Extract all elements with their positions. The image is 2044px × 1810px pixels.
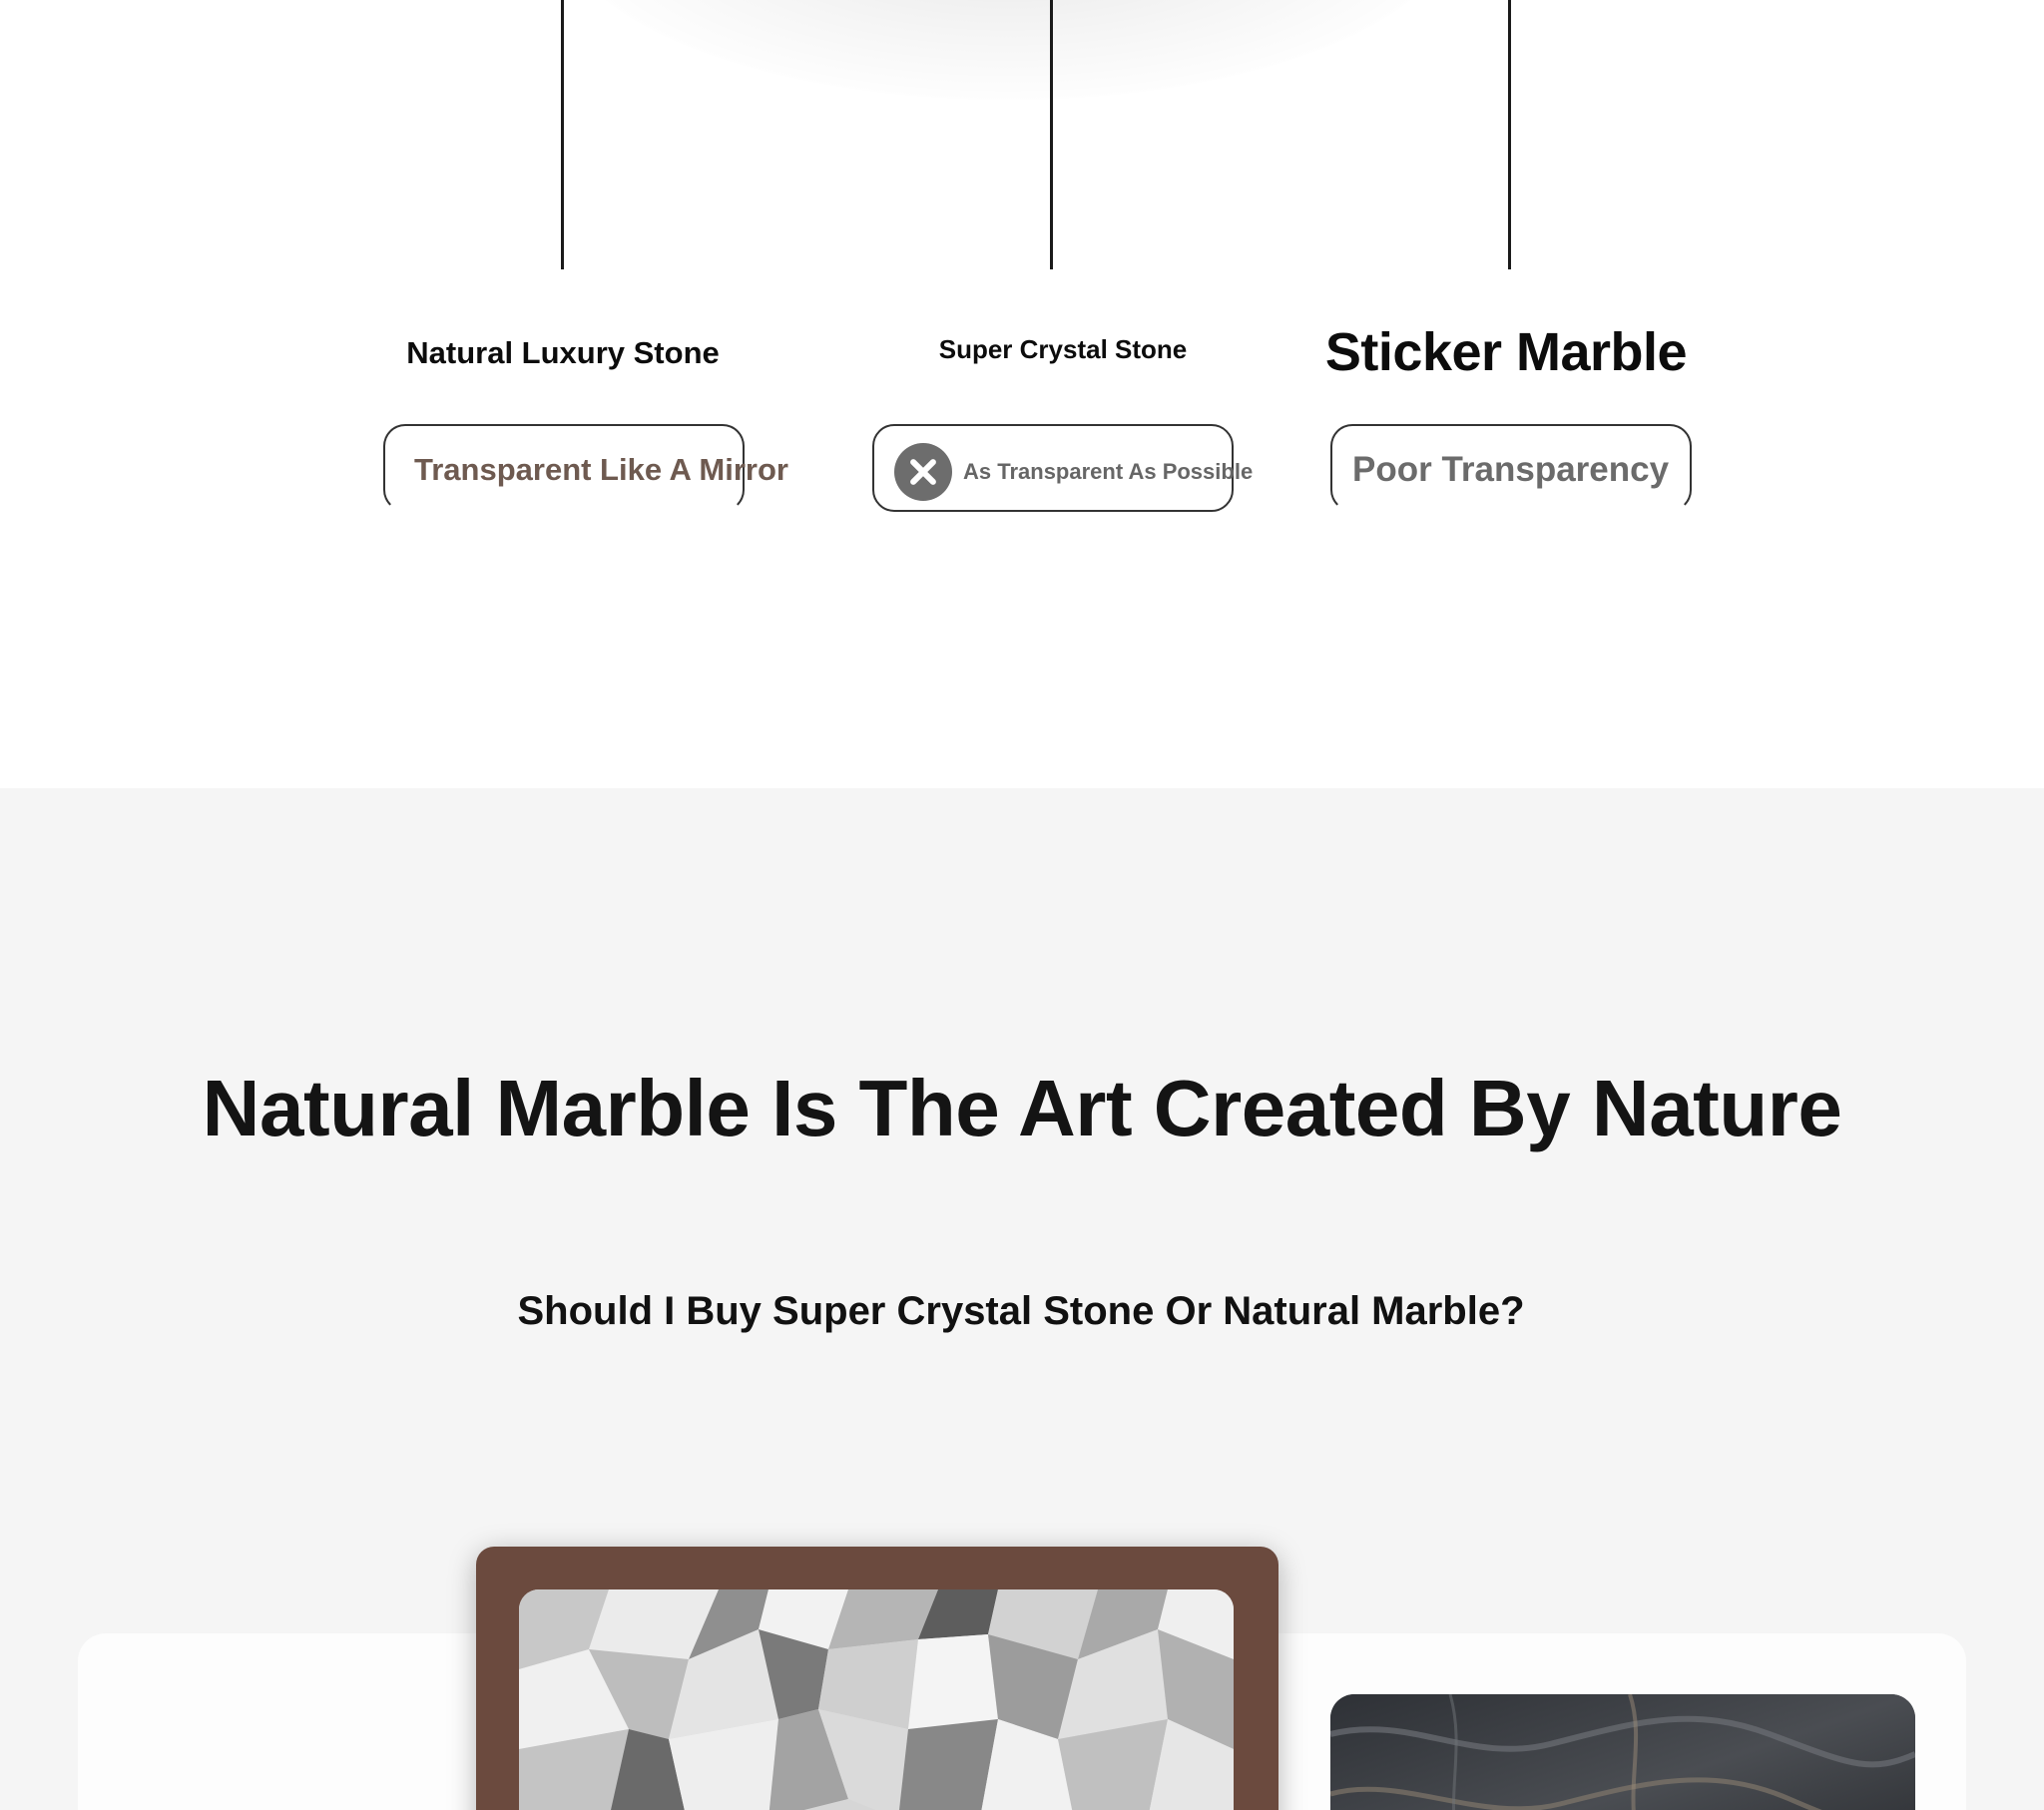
close-icon (894, 443, 952, 501)
column-title-natural-luxury-stone: Natural Luxury Stone (406, 335, 720, 370)
section-question-text: Should I Buy Super Crystal Stone Or Natural Marble? (517, 1289, 1525, 1333)
comparison-section (0, 0, 2044, 788)
transparency-badge-label: Poor Transparency (1352, 450, 1670, 489)
super-crystal-stone-image (519, 1589, 1234, 1810)
transparency-badge-sticker (1330, 424, 1692, 512)
transparency-badge-crystal (872, 424, 1254, 512)
transparency-badge-label: Transparent Like A Mirror (414, 452, 788, 487)
column-title-super-crystal-stone: Super Crystal Stone (938, 334, 1188, 364)
section-title (0, 1063, 2044, 1154)
column-title-sticker-marble: Sticker Marble (1324, 322, 1688, 382)
column-divider-line (1508, 0, 1511, 269)
transparency-badge-natural (383, 424, 788, 512)
column-divider-line (561, 0, 564, 269)
art-section (0, 788, 2044, 1810)
sticker-marble-image (1330, 1694, 1915, 1810)
product-shadow (559, 0, 1457, 100)
section-question (0, 1289, 2044, 1334)
column-divider-line (1050, 0, 1053, 269)
section-title-text: Natural Marble Is The Art Created By Nature (202, 1064, 1842, 1152)
featured-product-frame (476, 1547, 1278, 1810)
transparency-badge-label: As Transparent As Possible (963, 459, 1254, 484)
